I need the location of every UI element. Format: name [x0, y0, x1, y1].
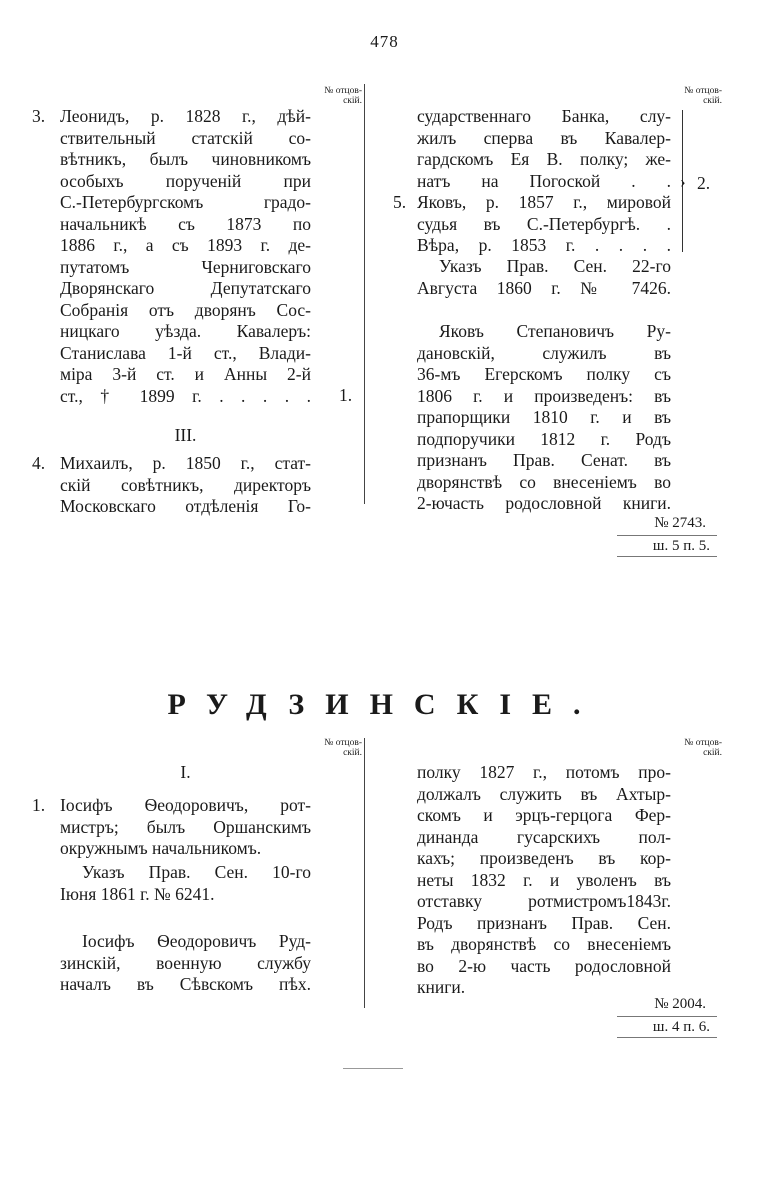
decree-reference — [417, 256, 671, 299]
header-line: скій. — [703, 96, 722, 106]
column-divider — [364, 738, 365, 1008]
father-number: 2. — [697, 173, 711, 193]
text-line: 1886 г., а съ 1893 г. де- — [60, 235, 311, 255]
text-line: неты 1832 г. и уволенъ въ — [417, 869, 671, 890]
text-line: Московскаго отдѣленія Го- — [60, 496, 311, 516]
text-line: 2-ючасть родословной книги. — [417, 493, 671, 513]
entry-number: 5. — [393, 192, 407, 212]
header-line: № отцов- — [324, 86, 362, 96]
text-line: міра 3-й ст. и Анны 2-й — [60, 364, 311, 384]
archive-shelf: ш. 5 п. 5. — [652, 538, 710, 554]
father-column-header-left — [300, 86, 362, 106]
decree-reference — [60, 862, 311, 905]
text-line: Станислава 1-й ст., Влади- — [60, 342, 311, 363]
text-line: 36-мъ Егерскомъ полку съ — [417, 364, 671, 384]
entry-4-continuation — [417, 106, 671, 192]
text-line: во 2-ю часть родословной — [417, 955, 671, 976]
text-line: Іюня 1861 г. № 6241. — [60, 883, 215, 904]
header-line: № отцов- — [684, 86, 722, 96]
text-line: зинскій, военную службу — [60, 952, 311, 973]
entry-number: 1. — [32, 795, 46, 815]
entry-1-text — [60, 795, 311, 860]
archive-number: № 2004. — [654, 996, 706, 1012]
text-line: 1806 г. и произведенъ: въ — [417, 385, 671, 406]
text-line: прапорщики 1810 г. и въ — [417, 407, 671, 427]
text-line: мистръ; былъ Оршанскимъ — [60, 816, 311, 837]
text-line: дановскій, служилъ въ — [417, 342, 671, 363]
entry-4-text — [60, 453, 311, 518]
text-line: особыхъ порученій при — [60, 170, 311, 191]
entry-number: 4. — [32, 453, 46, 473]
header-line: скій. — [703, 748, 722, 758]
text-line: Яковъ Степановичъ Ру- — [439, 321, 671, 341]
text-line: Іосифъ Ѳеодоровичъ Руд- — [82, 931, 311, 951]
text-line: Вѣра, р. 1853 г. . . . . — [417, 235, 671, 255]
header-line: скій. — [343, 96, 362, 106]
archive-number: № 2743. — [654, 515, 706, 531]
text-line: гардскомъ Ея В. полку; же- — [417, 149, 671, 169]
entry-3-text — [60, 106, 311, 407]
text-line: жилъ сперва въ Кавалер- — [417, 127, 671, 148]
text-line: Леонидъ, р. 1828 г., дѣй- — [60, 106, 311, 126]
text-line: Августа 1860 г. № 7426. — [417, 277, 671, 298]
generation-heading: I. — [180, 762, 191, 782]
text-line: полку 1827 г., потомъ про- — [417, 762, 671, 782]
text-line: путатомъ Черниговскаго — [60, 256, 311, 277]
family-title: РУДЗИНСКІЕ. — [167, 688, 602, 721]
text-line: ницкаго уѣзда. Кавалеръ: — [60, 321, 311, 341]
text-line: динанда гусарскихъ пол- — [417, 826, 671, 847]
text-line: окружнымъ начальникомъ. — [60, 838, 262, 858]
column-divider — [364, 84, 365, 504]
divider — [617, 1037, 717, 1038]
text-line: Іосифъ Ѳеодоровичъ, рот- — [60, 795, 311, 815]
biographical-note — [60, 931, 311, 996]
text-line: сударственнаго Банка, слу- — [417, 106, 671, 126]
entry-5-text — [417, 192, 671, 257]
header-line: № отцов- — [684, 738, 722, 748]
father-number: 1. — [339, 385, 353, 405]
text-line: Собранія отъ дворянъ Сос- — [60, 299, 311, 320]
father-column-header-left — [300, 738, 362, 758]
entry-number: 3. — [32, 106, 46, 126]
text-line: судья въ С.-Петербургѣ. . — [417, 213, 671, 234]
text-line: Родъ признанъ Прав. Сен. — [417, 912, 671, 933]
text-line: Михаилъ, р. 1850 г., стат- — [60, 453, 311, 473]
divider — [617, 556, 717, 557]
divider — [617, 535, 717, 536]
header-line: скій. — [343, 748, 362, 758]
page-number: 478 — [370, 32, 399, 51]
text-line: натъ на Погоской . . — [417, 170, 671, 191]
text-line: дворянствѣ со внесеніемъ во — [417, 471, 671, 492]
father-column-header-right — [660, 86, 722, 106]
text-line: должалъ служить въ Ахтыр- — [417, 783, 671, 804]
text-line: ст., † 1899 г. . . . . . — [60, 385, 311, 406]
archive-shelf: ш. 4 п. 6. — [652, 1019, 710, 1035]
text-line: признанъ Прав. Сенат. въ — [417, 450, 671, 470]
text-line: отставку ротмистромъ1843г. — [417, 891, 671, 911]
text-line: Дворянскаго Депутатскаго — [60, 278, 311, 298]
divider — [617, 1016, 717, 1017]
end-rule — [343, 1068, 403, 1069]
text-line: книги. — [417, 977, 466, 997]
biographical-note — [417, 321, 671, 515]
generation-heading: III. — [174, 425, 197, 445]
text-line: подпоручики 1812 г. Родъ — [417, 428, 671, 449]
text-line: скій совѣтникъ, директоръ — [60, 474, 311, 495]
text-line: вѣтникъ, былъ чиновникомъ — [60, 149, 311, 169]
text-line: С.-Петербургскомъ градо- — [60, 192, 311, 212]
text-line: Яковъ, р. 1857 г., мировой — [417, 192, 671, 212]
text-line: скомъ и эрцъ-герцога Фер- — [417, 805, 671, 825]
text-line: началъ въ Сѣвскомъ пѣх. — [60, 974, 311, 994]
father-column-header-right — [660, 738, 722, 758]
biographical-note-continuation — [417, 762, 671, 999]
text-line: кахъ; произведенъ въ кор- — [417, 848, 671, 868]
text-line: въ дворянствѣ со внесеніемъ — [417, 934, 671, 954]
text-line: Указъ Прав. Сен. 22-го — [439, 256, 671, 276]
header-line: № отцов- — [324, 738, 362, 748]
brace-tip: › — [680, 172, 686, 191]
text-line: Указъ Прав. Сен. 10-го — [82, 862, 311, 882]
text-line: начальникѣ съ 1873 по — [60, 213, 311, 234]
text-line: ствительный статскій со- — [60, 127, 311, 148]
